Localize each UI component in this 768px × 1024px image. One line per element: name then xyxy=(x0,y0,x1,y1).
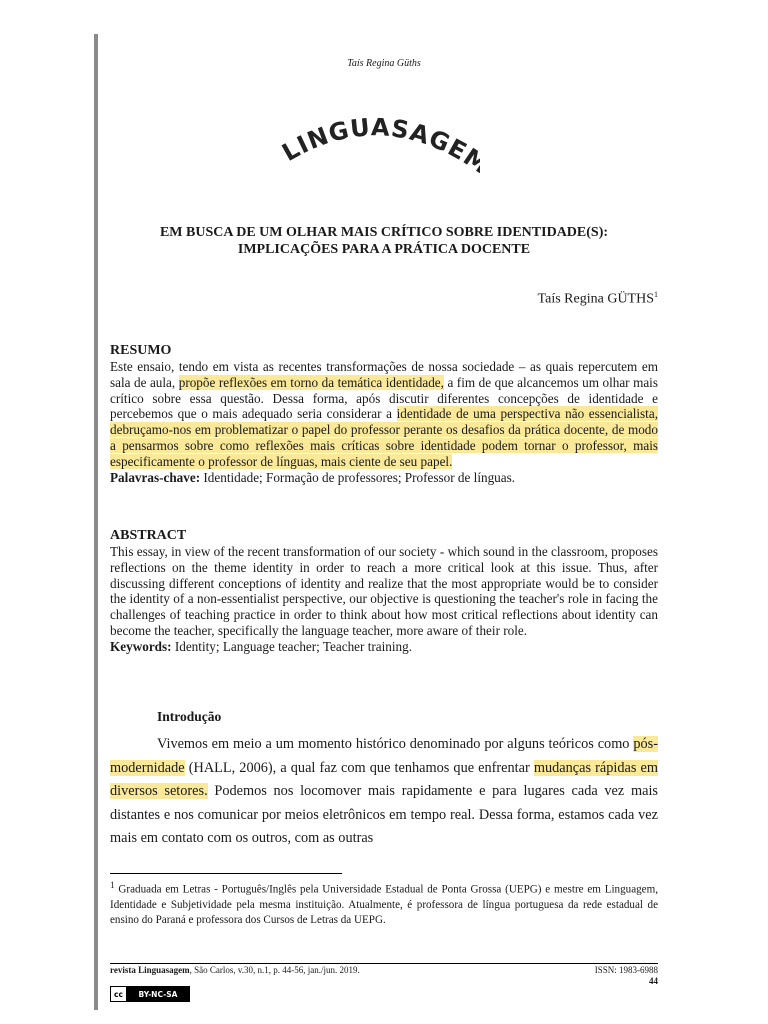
page-number: 44 xyxy=(649,976,658,986)
author-footnote-mark: 1 xyxy=(654,290,658,299)
cc-license-text: BY-NC-SA xyxy=(127,987,189,1001)
author-name xyxy=(538,290,658,308)
resumo-text-2: a fim de que alcancemos um olhar mais crítico sobre essa questão. Dessa forma, após discutir diferentes concepções de identidade e percebemos que o mais adequado seria considerar a xyxy=(110,374,658,422)
article-title xyxy=(110,224,658,258)
cc-license-badge[interactable] xyxy=(110,986,190,1002)
cc-icon: cc xyxy=(111,987,127,1001)
abstract-body xyxy=(110,544,658,655)
left-margin-bar xyxy=(94,34,98,1010)
svg-text:LINGUASAGEM: LINGUASAGE xyxy=(280,113,472,168)
footnote-rule xyxy=(110,873,342,874)
intro-text-3: Podemos nos locomover mais rapidamente e para lugares cada vez mais distantes e nos comunicar por meios eletrônicos em tempo real. Dessa forma, estamos cada vez mais em contato com os outros, com as outras xyxy=(110,783,658,846)
footnote-text: Graduada em Letras - Português/Inglês pela Universidade Estadual de Ponta Grossa (UEPG) e mestre em Linguagem, Identidade e Subjetividade pela mesma instituição. Atualmente, é professora de língua portuguesa da rede estadual de ensino do Paraná e professora dos Cursos de Letras da UEPG. xyxy=(110,883,658,926)
footnote-mark: 1 xyxy=(110,881,115,891)
keywords-text: Identity; Language teacher; Teacher training. xyxy=(171,638,413,654)
author-text: Taís Regina GÜTHS xyxy=(537,291,654,307)
palavras-chave-label: Palavras-chave: xyxy=(110,469,201,485)
introducao-body xyxy=(110,733,658,851)
resumo-heading: RESUMO xyxy=(110,343,172,358)
palavras-chave-text: Identidade; Formação de professores; Professor de línguas. xyxy=(200,469,516,485)
keywords-label: Keywords: xyxy=(110,638,172,654)
footer-citation xyxy=(110,965,360,975)
resumo-highlight-2: identidade de uma perspectiva não essencialista, debruçamo-nos em problematizar o papel do professor perante os desafios da prática docente, de modo a pensarmos sobre como reflexões mais críticas sobre identidade podem tornar o professor, mais especificamente o professor de línguas, mais ciente de seu papel. xyxy=(110,406,658,469)
resumo-highlight-1: propõe reflexões em torno da temática identidade, xyxy=(178,374,444,390)
title-line-1: EM BUSCA DE UM OLHAR MAIS CRÍTICO SOBRE IDENTIDADE(S): xyxy=(159,225,609,240)
citation-text: , São Carlos, v.30, n.1, p. 44-56, jan./jun. 2019. xyxy=(189,965,360,975)
linguasagem-logo xyxy=(280,108,480,178)
abstract-text: This essay, in view of the recent transformation of our society - which sound in the classroom, proposes reflections on the theme identity in order to reach a more critical look at this issue. Thus, after discussing different conceptions of identity and realize that the most appropriate would be to consider the identity of a non-essentialist perspective, our objective is questioning the teacher's role in facing the challenges of teaching practice in order to think about how most critical reflections about identity can become the teacher, specifically the language teacher, more aware of their role. xyxy=(110,544,658,638)
footer-issn-page xyxy=(595,965,658,987)
running-head: Taís Regina Güths xyxy=(347,58,421,69)
issn: ISSN: 1983-6988 xyxy=(594,965,658,975)
intro-text-2: (HALL, 2006), a qual faz com que tenhamos que enfrentar xyxy=(184,759,534,776)
journal-name: revista Linguasagem xyxy=(110,965,190,975)
abstract-heading: ABSTRACT xyxy=(110,528,187,543)
intro-highlight-2: mudanças rápidas em diversos setores. xyxy=(110,759,659,799)
introducao-heading: Introdução xyxy=(157,709,222,724)
intro-highlight-1: pós-modernidade xyxy=(110,736,658,776)
resumo-body xyxy=(110,359,658,485)
resumo-text-1: Este ensaio, tendo em vista as recentes transformações de nossa sociedade – as quais repercutem em sala de aula, xyxy=(110,359,658,390)
footer-rule xyxy=(110,963,658,964)
footnote xyxy=(110,879,658,928)
title-line-2: IMPLICAÇÕES PARA A PRÁTICA DOCENTE xyxy=(237,242,531,257)
intro-text-1: Vivemos em meio a um momento histórico denominado por alguns teóricos como xyxy=(157,736,634,752)
